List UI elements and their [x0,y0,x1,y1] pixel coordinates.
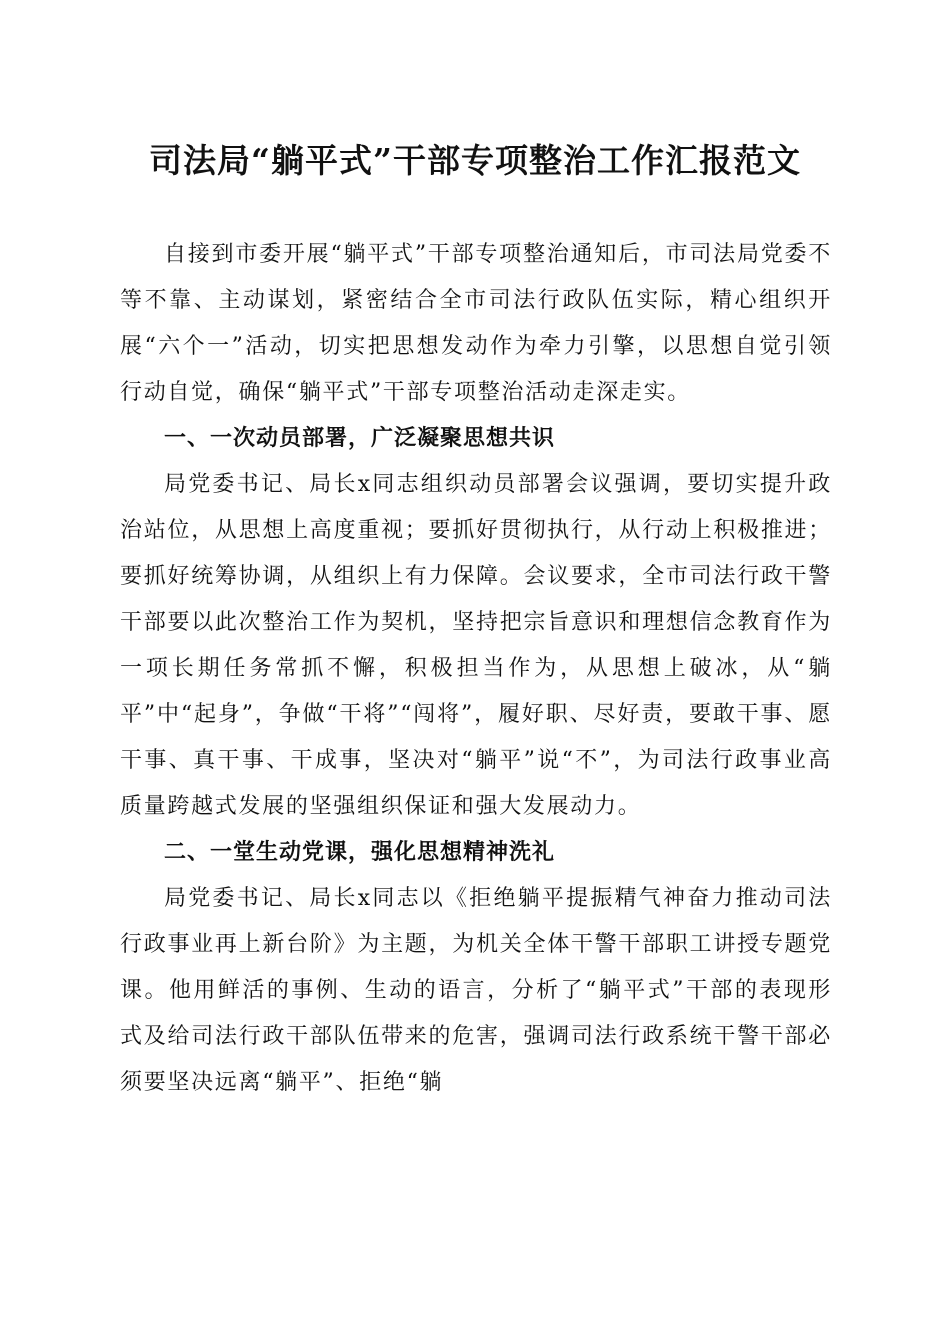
intro-paragraph: 自接到市委开展“躺平式”干部专项整治通知后，市司法局党委不等不靠、主动谋划，紧密结合全市司法行政队伍实际，精心组织开展“六个一”活动，切实把思想发动作为牵力引擎，以思想自觉引领行动自觉，确保“躺平式”干部专项整治活动走深走实。 [120,242,832,405]
section-paragraph-2: 局党委书记、局长x同志以《拒绝躺平提振精气神奋力推动司法行政事业再上新台阶》为主题，为机关全体干警干部职工讲授专题党课。他用鲜活的事例、生动的语言，分析了“躺平式”干部的表现形式及给司法行政干部队伍带来的危害，强调司法行政系统干警干部必须要坚决远离“躺平”、拒绝“躺 [120,886,832,1095]
document-body [120,232,832,1106]
document-title: 司法局“躺平式”干部专项整治工作汇报范文 [149,141,801,180]
section-heading-2: 二、一堂生动党课，强化思想精神洗礼 [164,840,556,865]
section-heading-1: 一、一次动员部署，广泛凝聚思想共识 [164,426,556,451]
section-paragraph-1: 局党委书记、局长x同志组织动员部署会议强调，要切实提升政治站位，从思想上高度重视；要抓好贯彻执行，从行动上积极推进；要抓好统筹协调，从组织上有力保障。会议要求，全市司法行政干警干部要以此次整治工作为契机，坚持把宗旨意识和理想信念教育作为一项长期任务常抓不懈，积极担当作为，从思想上破冰，从“躺平”中“起身”，争做“干将”“闯将”，履好职、尽好责，要敢干事、愿干事、真干事、干成事，坚决对“躺平”说“不”，为司法行政事业高质量跨越式发展的坚强组织保证和强大发展动力。 [120,472,832,819]
